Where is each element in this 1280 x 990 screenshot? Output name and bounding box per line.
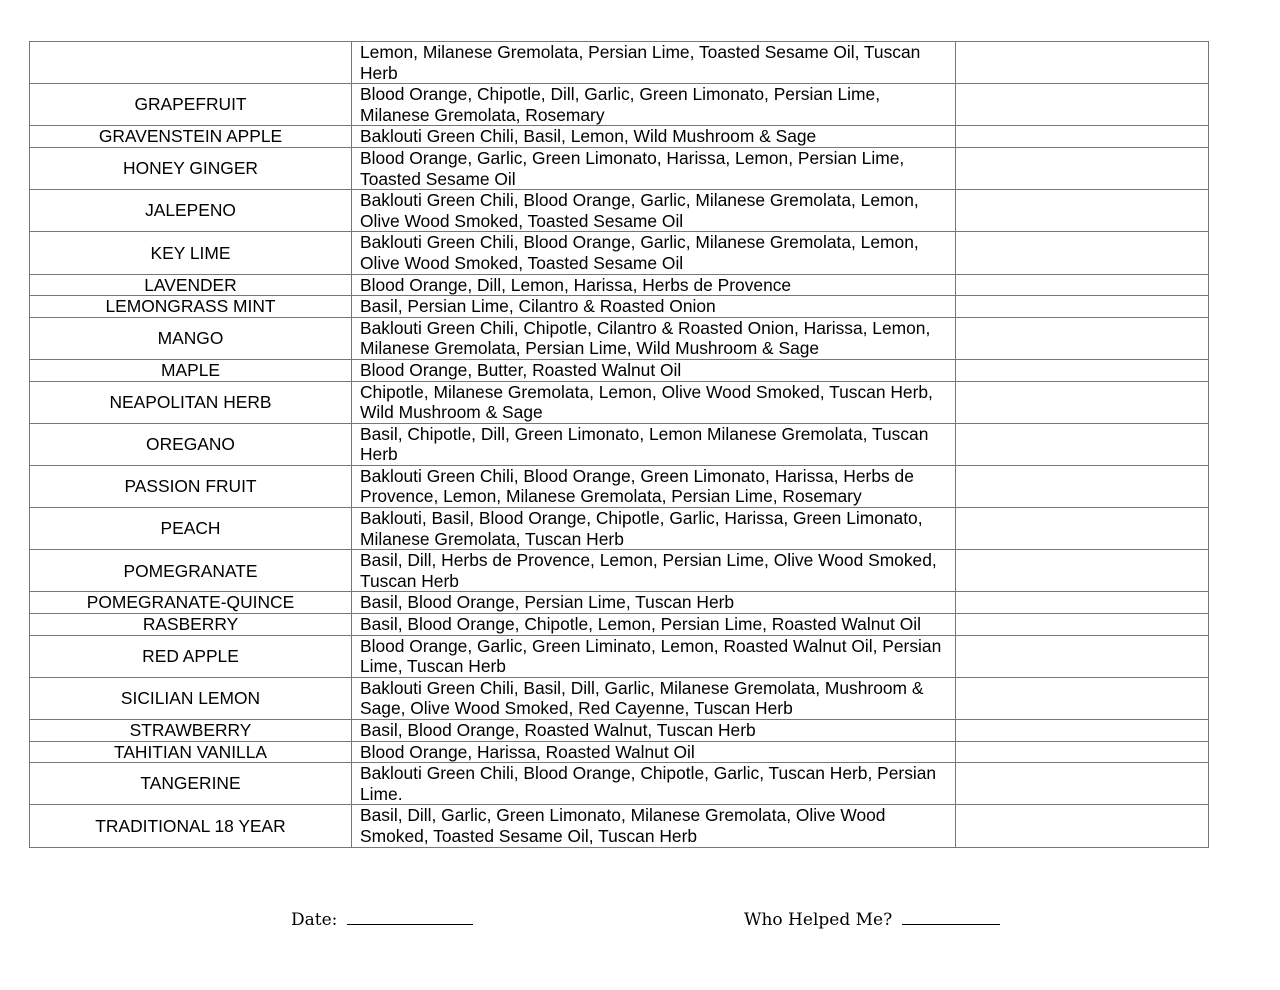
pairings-cell: Basil, Blood Orange, Persian Lime, Tuscan Herb xyxy=(352,592,956,614)
pairings-cell: Basil, Dill, Garlic, Green Limonato, Milanese Gremolata, Olive Wood Smoked, Toasted Sesame Oil, Tuscan Herb xyxy=(352,805,956,847)
pairings-cell: Basil, Blood Orange, Roasted Walnut, Tuscan Herb xyxy=(352,720,956,742)
pairings-cell: Baklouti Green Chili, Chipotle, Cilantro & Roasted Onion, Harissa, Lemon, Milanese Gremolata, Persian Lime, Wild Mushroom & Sage xyxy=(352,317,956,359)
notes-cell[interactable] xyxy=(956,126,1209,148)
table-row xyxy=(30,720,1209,742)
notes-cell[interactable] xyxy=(956,677,1209,719)
product-name-cell: SICILIAN LEMON xyxy=(30,677,352,719)
product-name-cell: PASSION FRUIT xyxy=(30,465,352,507)
product-name-cell: LAVENDER xyxy=(30,274,352,296)
product-name-cell: RED APPLE xyxy=(30,635,352,677)
table-row xyxy=(30,741,1209,763)
notes-cell[interactable] xyxy=(956,741,1209,763)
product-name-cell: TRADITIONAL 18 YEAR xyxy=(30,805,352,847)
notes-cell[interactable] xyxy=(956,592,1209,614)
pairings-cell: Blood Orange, Dill, Lemon, Harissa, Herbs de Provence xyxy=(352,274,956,296)
product-name-cell: MANGO xyxy=(30,317,352,359)
date-field xyxy=(291,910,473,930)
pairings-cell: Baklouti Green Chili, Basil, Dill, Garlic, Milanese Gremolata, Mushroom & Sage, Olive Wood Smoked, Red Cayenne, Tuscan Herb xyxy=(352,677,956,719)
table-row xyxy=(30,677,1209,719)
notes-cell[interactable] xyxy=(956,359,1209,381)
pairings-cell: Blood Orange, Garlic, Green Liminato, Lemon, Roasted Walnut Oil, Persian Lime, Tuscan Herb xyxy=(352,635,956,677)
product-name-cell: NEAPOLITAN HERB xyxy=(30,381,352,423)
notes-cell[interactable] xyxy=(956,147,1209,189)
notes-cell[interactable] xyxy=(956,274,1209,296)
table-row xyxy=(30,763,1209,805)
product-name-cell: TANGERINE xyxy=(30,763,352,805)
notes-cell[interactable] xyxy=(956,296,1209,318)
table-row xyxy=(30,614,1209,636)
table-row xyxy=(30,317,1209,359)
table-row xyxy=(30,84,1209,126)
pairings-cell: Baklouti Green Chili, Blood Orange, Green Limonato, Harissa, Herbs de Provence, Lemon, Milanese Gremolata, Persian Lime, Rosemary xyxy=(352,465,956,507)
table-row xyxy=(30,423,1209,465)
notes-cell[interactable] xyxy=(956,232,1209,274)
table-row xyxy=(30,635,1209,677)
product-name-cell: STRAWBERRY xyxy=(30,720,352,742)
pairings-cell: Blood Orange, Butter, Roasted Walnut Oil xyxy=(352,359,956,381)
who-helped-blank-line[interactable] xyxy=(902,910,1000,925)
notes-cell[interactable] xyxy=(956,550,1209,592)
product-name-cell: KEY LIME xyxy=(30,232,352,274)
notes-cell[interactable] xyxy=(956,614,1209,636)
notes-cell[interactable] xyxy=(956,465,1209,507)
notes-cell[interactable] xyxy=(956,635,1209,677)
pairings-cell: Chipotle, Milanese Gremolata, Lemon, Olive Wood Smoked, Tuscan Herb, Wild Mushroom & Sage xyxy=(352,381,956,423)
product-name-cell: MAPLE xyxy=(30,359,352,381)
table-row xyxy=(30,592,1209,614)
table-row xyxy=(30,274,1209,296)
who-helped-field xyxy=(744,910,1000,930)
who-helped-label: Who Helped Me? xyxy=(744,910,893,930)
table-row xyxy=(30,359,1209,381)
notes-cell[interactable] xyxy=(956,763,1209,805)
pairings-cell: Blood Orange, Chipotle, Dill, Garlic, Green Limonato, Persian Lime, Milanese Gremolata, Rosemary xyxy=(352,84,956,126)
product-name-cell: POMEGRANATE xyxy=(30,550,352,592)
pairings-cell: Basil, Dill, Herbs de Provence, Lemon, Persian Lime, Olive Wood Smoked, Tuscan Herb xyxy=(352,550,956,592)
pairings-cell: Blood Orange, Garlic, Green Limonato, Harissa, Lemon, Persian Lime, Toasted Sesame Oil xyxy=(352,147,956,189)
table-row xyxy=(30,381,1209,423)
product-name-cell: LEMONGRASS MINT xyxy=(30,296,352,318)
product-name-cell: OREGANO xyxy=(30,423,352,465)
pairings-cell: Blood Orange, Harissa, Roasted Walnut Oil xyxy=(352,741,956,763)
table-row xyxy=(30,508,1209,550)
product-name-cell xyxy=(30,42,352,84)
product-name-cell: RASBERRY xyxy=(30,614,352,636)
table-row xyxy=(30,296,1209,318)
notes-cell[interactable] xyxy=(956,84,1209,126)
date-label: Date: xyxy=(291,910,338,930)
pairings-cell: Baklouti Green Chili, Blood Orange, Garlic, Milanese Gremolata, Lemon, Olive Wood Smoked, Toasted Sesame Oil xyxy=(352,232,956,274)
notes-cell[interactable] xyxy=(956,381,1209,423)
pairings-cell: Baklouti, Basil, Blood Orange, Chipotle, Garlic, Harissa, Green Limonato, Milanese Gremolata, Tuscan Herb xyxy=(352,508,956,550)
pairings-cell: Basil, Chipotle, Dill, Green Limonato, Lemon Milanese Gremolata, Tuscan Herb xyxy=(352,423,956,465)
product-name-cell: GRAPEFRUIT xyxy=(30,84,352,126)
table-row xyxy=(30,232,1209,274)
notes-cell[interactable] xyxy=(956,42,1209,84)
pairing-table xyxy=(29,41,1209,848)
table-row xyxy=(30,465,1209,507)
date-blank-line[interactable] xyxy=(347,910,473,925)
table-row xyxy=(30,126,1209,148)
pairings-cell: Basil, Blood Orange, Chipotle, Lemon, Persian Lime, Roasted Walnut Oil xyxy=(352,614,956,636)
product-name-cell: POMEGRANATE-QUINCE xyxy=(30,592,352,614)
notes-cell[interactable] xyxy=(956,805,1209,847)
pairings-cell: Lemon, Milanese Gremolata, Persian Lime, Toasted Sesame Oil, Tuscan Herb xyxy=(352,42,956,84)
table-row xyxy=(30,147,1209,189)
pairings-cell: Basil, Persian Lime, Cilantro & Roasted Onion xyxy=(352,296,956,318)
product-name-cell: JALEPENO xyxy=(30,190,352,232)
notes-cell[interactable] xyxy=(956,190,1209,232)
notes-cell[interactable] xyxy=(956,720,1209,742)
table-row xyxy=(30,550,1209,592)
pairings-cell: Baklouti Green Chili, Basil, Lemon, Wild Mushroom & Sage xyxy=(352,126,956,148)
pairings-cell: Baklouti Green Chili, Blood Orange, Chipotle, Garlic, Tuscan Herb, Persian Lime. xyxy=(352,763,956,805)
table-row xyxy=(30,42,1209,84)
product-name-cell: TAHITIAN VANILLA xyxy=(30,741,352,763)
product-name-cell: GRAVENSTEIN APPLE xyxy=(30,126,352,148)
product-name-cell: PEACH xyxy=(30,508,352,550)
table-row xyxy=(30,805,1209,847)
pairings-cell: Baklouti Green Chili, Blood Orange, Garlic, Milanese Gremolata, Lemon, Olive Wood Smoked, Toasted Sesame Oil xyxy=(352,190,956,232)
pairing-table-body xyxy=(30,42,1209,848)
notes-cell[interactable] xyxy=(956,423,1209,465)
table-row xyxy=(30,190,1209,232)
notes-cell[interactable] xyxy=(956,508,1209,550)
product-name-cell: HONEY GINGER xyxy=(30,147,352,189)
notes-cell[interactable] xyxy=(956,317,1209,359)
